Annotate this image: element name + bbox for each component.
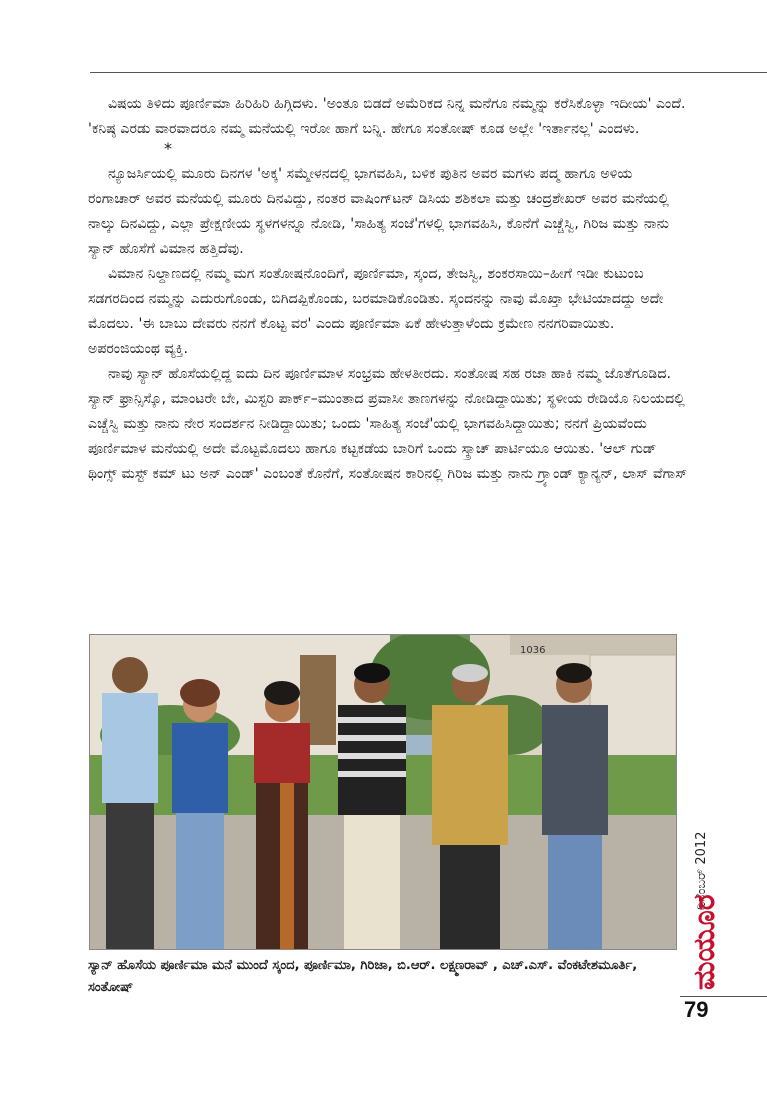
paragraph-4: ನಾವು ಸ್ಯಾನ್ ಹೊಸೆಯಲ್ಲಿದ್ದ ಐದು ದಿನ ಪೂರ್ಣಿಮಾಳ ಸಂಭ್ರಮ ಹೇಳತೀರದು. ಸಂತೋಷ ಸಹ ರಜಾ ಹಾಕಿ ನಮ್ಮ ಜೊತೆಗೂಡಿದ. ಸ್ಯಾನ್ ಫ್ರಾನ್ಸಿಸ್ಕೊ, ಮಾಂಟರೇ ಬೇ, ಮಿಸ್ಟರಿ ಪಾರ್ಕ್–ಮುಂತಾದ ಪ್ರವಾಸೀ ತಾಣಗಳನ್ನು ನೋಡಿದ್ದಾಯಿತು; ಸ್ಥಳೀಯ ರೇಡಿಯೊ ನಿಲಯದಲ್ಲಿ ಎಚ್ಚೆಸ್ವಿ ಮತ್ತು ನಾನು ನೇರ ಸಂದರ್ಶನ ನೀಡಿದ್ದಾಯಿತು; ಒಂದು 'ಸಾಹಿತ್ಯ ಸಂಜೆ'ಯಲ್ಲಿ ಭಾಗವಹಿಸಿದ್ದಾಯಿತು; ನನಗೆ ಪ್ರಿಯವೆಂದು ಪೂರ್ಣಿಮಾಳ ಮನೆಯಲ್ಲಿ ಅದೇ ಮೊಟ್ಟಮೊದಲು ಹಾಗೂ ಕಟ್ಟಕಡೆಯ ಬಾರಿಗೆ ಒಂದು ಸ್ಕ್ರಾಚ್ ಪಾರ್ಟಿಯೂ ಆಯಿತು. 'ಆಲ್ ಗುಡ್ ಥಿಂಗ್ಸ್ ಮಸ್ಟ್ ಕಮ್ ಟು ಅನ್ ಎಂಡ್' ಎಂಬಂತೆ ಕೊನೆಗೆ, ಸಂತೋಷನ ಕಾರಿನಲ್ಲಿ ಗಿರಿಜ ಮತ್ತು ನಾನು ಗ್ರ್ಯಾಂಡ್ ಕ್ಯಾನ್ಯನ್, ಲಾಸ್ ವೆಗಾಸ್ [88,366,688,482]
photo-caption: ಸ್ಯಾನ್ ಹೊಸೆಯ ಪೂರ್ಣಿಮಾ ಮನೆ ಮುಂದೆ ಸ್ಕಂದ, ಪೂರ್ಣಿಮಾ, ಗಿರಿಜಾ, ಬಿ.ಆರ್. ಲಕ್ಷ್ಮಣರಾವ್ , ಎಚ್.ಎಸ್. ವೆಂಕಟೇಶಮೂರ್ತಿ, ಸಂತೋಷ್ [88,958,638,995]
article-body [88,92,688,487]
page-number: 79 [684,997,709,1022]
person-skanda [102,657,158,949]
group-photo [89,634,677,950]
top-rule [90,72,767,73]
person-venkateshamurthy [432,664,508,949]
paragraph-1: ವಿಷಯ ತಿಳಿದು ಪೂರ್ಣಿಮಾ ಹಿರಿಹಿರಿ ಹಿಗ್ಗಿದಳು. 'ಅಂತೂ ಬಿಡದೆ ಅಮೆರಿಕದ ನಿನ್ನ ಮನೆಗೂ ನಮ್ಮನ್ನು ಕರೆಸಿಕೊಳ್ಳಾ ಇದೀಯ' ಎಂದೆ. 'ಕನಿಷ್ಠ ಎರಡು ವಾರವಾದರೂ ನಮ್ಮ ಮನೆಯಲ್ಲಿ ಇರೋ ಹಾಗೆ ಬನ್ನಿ. ಹೇಗೂ ಸಂತೋಷ್ ಕೂಡ ಅಲ್ಲೇ 'ಇರ್ತಾನಲ್ಲ' ಎಂದಳು. [88,96,686,137]
section-separator: * [164,139,172,158]
person-lakshmanarao [338,663,406,949]
issue-date: ಡಿಸೆಂಬರ್ 2012 [694,831,709,910]
paragraph-3: ವಿಮಾನ ನಿಲ್ದಾಣದಲ್ಲಿ ನಮ್ಮ ಮಗ ಸಂತೋಷನೊಂದಿಗೆ, ಪೂರ್ಣಿಮಾ, ಸ್ಕಂದ, ತೇಜಸ್ವಿ, ಶಂಕರಸಾಯಿ–ಹೀಗೆ ಇಡೀ ಕುಟುಂಬ ಸಡಗರದಿಂದ ನಮ್ಮನ್ನು ಎದುರುಗೊಂಡು, ಬಿಗಿದಪ್ಪಿಕೊಂಡು, ಬರಮಾಡಿಕೊಂಡಿತು. ಸ್ಕಂದನನ್ನು ನಾವು ಮೊಖ್ತಾ ಭೇಟಿಯಾದದ್ದು ಅದೇ ಮೊದಲು. 'ಈ ಬಾಬು ದೇವರು ನನಗೆ ಕೊಟ್ಟ ವರ' ಎಂದು ಪೂರ್ಣಿಮಾ ಏಕೆ ಹೇಳುತ್ತಾಳೆಂದು ಕ್ರಮೇಣ ನನಗರಿವಾಯಿತು. ಅಪರಂಜಿಯಂಥ ವ್ಯಕ್ತಿ. [88,266,664,357]
paragraph-2: ನ್ಯೂಜರ್ಸಿಯಲ್ಲಿ ಮೂರು ದಿನಗಳ 'ಅಕ್ಕ' ಸಮ್ಮೇಳನದಲ್ಲಿ ಭಾಗವಹಿಸಿ, ಬಳಿಕ ಪುತಿನ ಅವರ ಮಗಳು ಪದ್ಮ ಹಾಗೂ ಅಳಿಯ ರಂಗಾಚಾರ್ ಅವರ ಮನೆಯಲ್ಲಿ ಮೂರು ದಿನವಿದ್ದು, ನಂತರ ವಾಷಿಂಗ್‌ಟನ್ ಡಿಸಿಯ ಶಶಿಕಲಾ ಮತ್ತು ಚಂದ್ರಶೇಖರ್ ಅವರ ಮನೆಯಲ್ಲಿ ನಾಲ್ಕು ದಿನವಿದ್ದು, ಎಲ್ಲಾ ಪ್ರೇಕ್ಷಣೀಯ ಸ್ಥಳಗಳನ್ನೂ ನೋಡಿ, 'ಸಾಹಿತ್ಯ ಸಂಜೆ'ಗಳಲ್ಲಿ ಭಾಗವಹಿಸಿ, ಕೊನೆಗೆ ಎಚ್ಚೆಸ್ವಿ, ಗಿರಿಜ ಮತ್ತು ನಾನು ಸ್ಯಾನ್ ಹೊಸೆಗೆ ವಿಮಾನ ಹತ್ತಿದೆವು. [88,166,670,257]
person-santhosh [542,663,608,949]
magazine-logo: ಮಯೂರ [687,894,722,990]
house-number: 1036 [520,645,546,656]
